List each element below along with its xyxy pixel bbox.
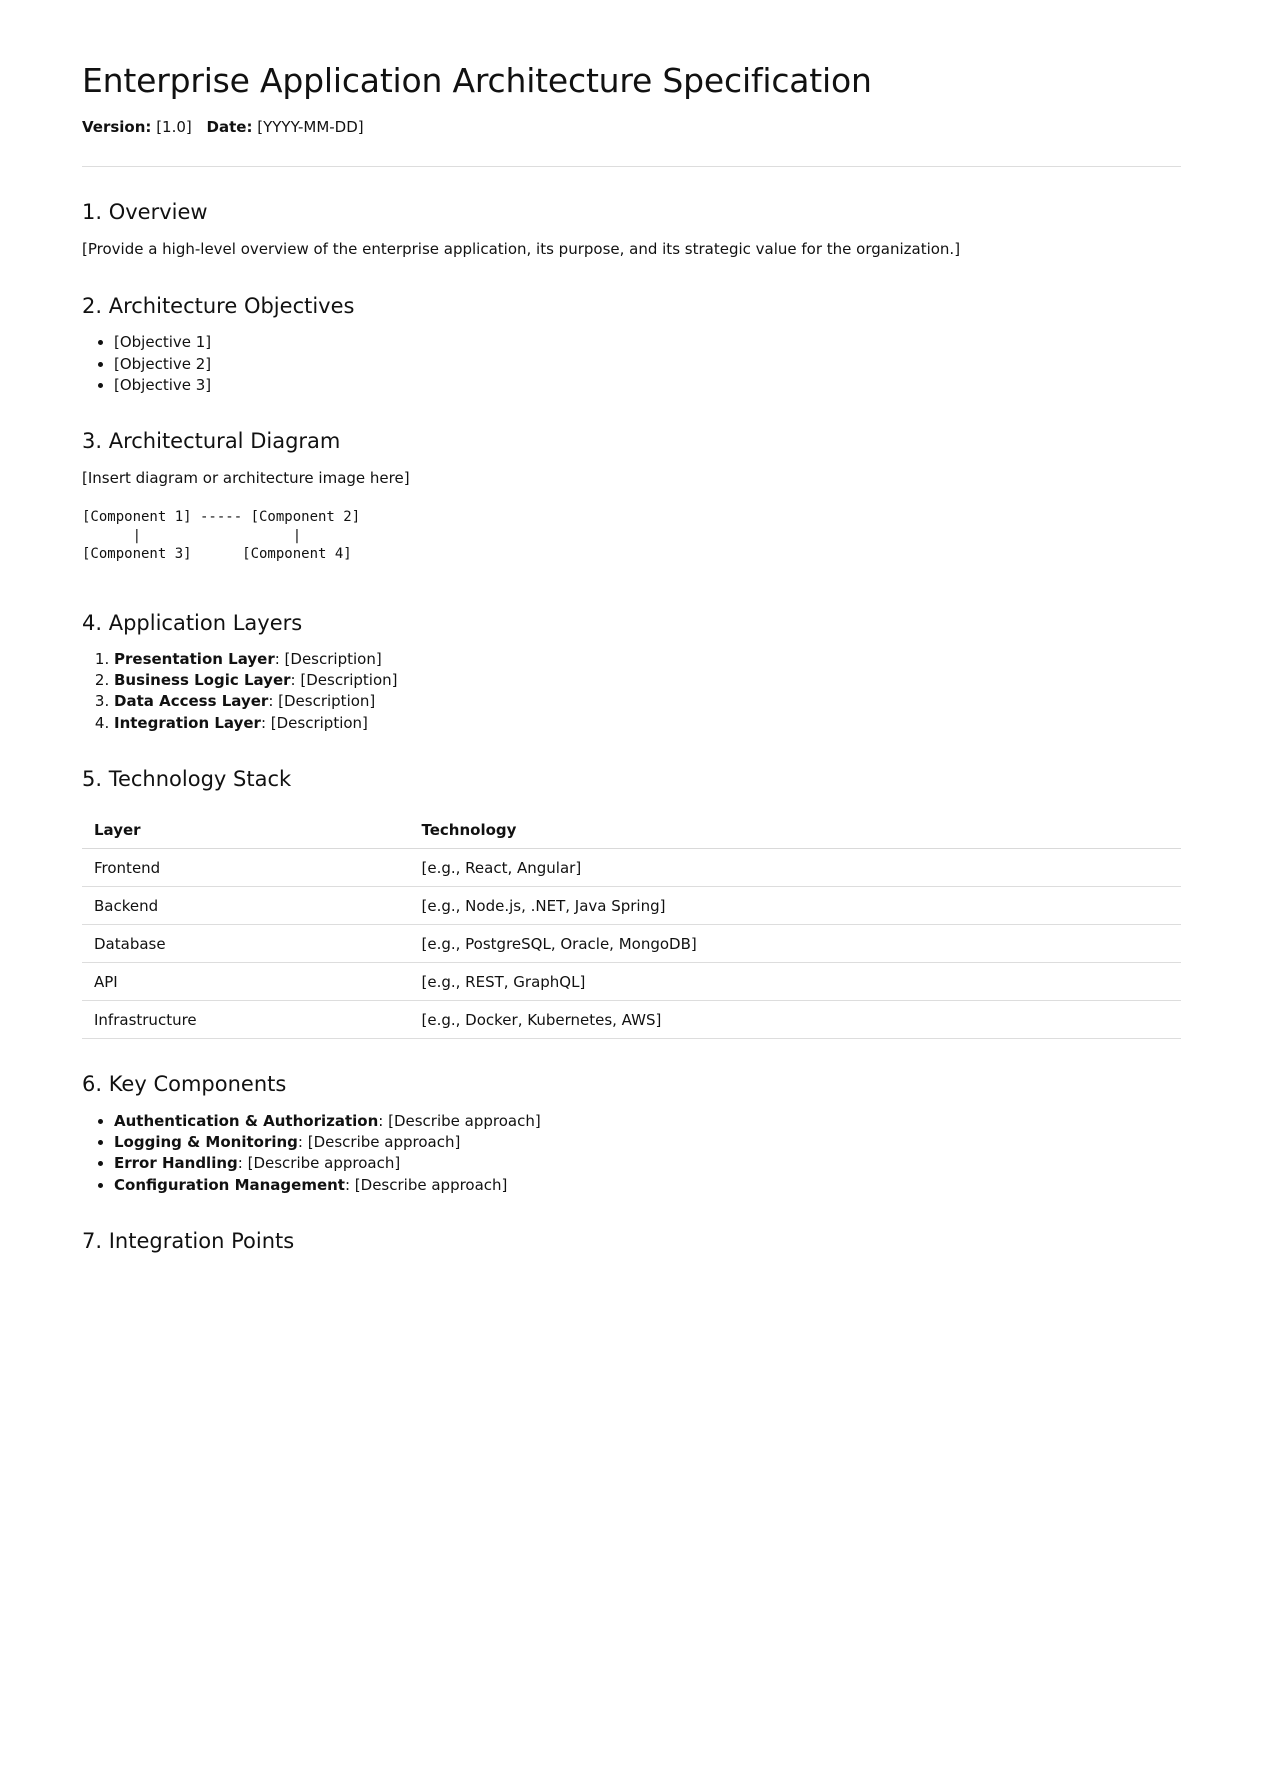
component-item <box>114 1111 1181 1132</box>
technology-cell: [e.g., Node.js, .NET, Java Spring] <box>410 887 1182 925</box>
layer-desc: : [Description] <box>260 713 368 732</box>
component-desc: : [Describe approach] <box>344 1175 508 1194</box>
section-overview <box>82 199 1181 261</box>
component-name: Logging & Monitoring <box>114 1132 298 1151</box>
section-integration-points <box>82 1228 1181 1255</box>
objective-item: • [Objective 3] <box>114 375 1181 396</box>
column-header-technology: Technology <box>410 811 1182 849</box>
layers-list <box>82 649 1181 734</box>
overview-text: [Provide a high-level overview of the enterprise application, its purpose, and its strategic value for the organization.] <box>82 240 961 259</box>
layer-cell: Infrastructure <box>82 1001 410 1039</box>
layers-heading: 4. Application Layers <box>82 610 303 635</box>
section-diagram <box>82 428 1181 563</box>
technology-cell: [e.g., Docker, Kubernetes, AWS] <box>410 1001 1182 1039</box>
date-value: [YYYY-MM-DD] <box>257 117 364 136</box>
layer-name: Presentation Layer <box>114 649 275 668</box>
layer-desc: : [Description] <box>274 649 382 668</box>
key-components-list <box>82 1111 1181 1196</box>
column-header-layer: Layer <box>82 811 410 849</box>
key-components-heading: 6. Key Components <box>82 1072 287 1097</box>
diagram-placeholder: [Insert diagram or architecture image here] <box>82 469 410 488</box>
component-desc: : [Describe approach] <box>378 1111 541 1130</box>
component-desc: : [Describe approach] <box>237 1154 401 1173</box>
layer-name: Integration Layer <box>114 713 261 732</box>
objectives-heading: 2. Architecture Objectives <box>82 293 355 318</box>
table-row <box>82 887 1181 925</box>
doc-meta <box>82 117 1181 138</box>
table-row <box>82 1001 1181 1039</box>
layer-item <box>114 713 1181 734</box>
section-key-components <box>82 1071 1181 1195</box>
layer-cell: Database <box>82 925 410 963</box>
layer-desc: : [Description] <box>290 671 398 690</box>
title-divider <box>82 166 1181 167</box>
component-name: Error Handling <box>114 1154 238 1173</box>
table-row <box>82 925 1181 963</box>
technology-cell: [e.g., REST, GraphQL] <box>410 963 1182 1001</box>
layer-name: Data Access Layer <box>114 692 269 711</box>
layer-item <box>114 649 1181 670</box>
overview-heading: 1. Overview <box>82 199 208 224</box>
technology-cell: [e.g., React, Angular] <box>410 849 1182 887</box>
objective-item: • [Objective 1] <box>114 332 1181 353</box>
page-title: Enterprise Application Architecture Specification <box>82 61 872 100</box>
section-objectives <box>82 293 1181 396</box>
layer-cell: Frontend <box>82 849 410 887</box>
version-value: [1.0] <box>156 117 192 136</box>
technology-cell: [e.g., PostgreSQL, Oracle, MongoDB] <box>410 925 1182 963</box>
table-row <box>82 963 1181 1001</box>
layer-item <box>114 670 1181 691</box>
ascii-diagram: [Component 1] ----- [Component 2] | | [Component 3] [Component 4] <box>82 509 361 563</box>
component-desc: : [Describe approach] <box>297 1132 461 1151</box>
objectives-list <box>82 332 1181 396</box>
layer-item <box>114 691 1181 712</box>
layer-desc: : [Description] <box>268 692 376 711</box>
tech-stack-heading: 5. Technology Stack <box>82 767 292 792</box>
layer-name: Business Logic Layer <box>114 671 291 690</box>
component-item <box>114 1132 1181 1153</box>
tech-stack-table <box>82 811 1181 1039</box>
section-tech-stack <box>82 766 1181 1039</box>
table-row <box>82 849 1181 887</box>
layer-cell: Backend <box>82 887 410 925</box>
component-item <box>114 1175 1181 1196</box>
table-header-row <box>82 811 1181 849</box>
objective-item: • [Objective 2] <box>114 354 1181 375</box>
version-label: Version: <box>82 117 152 136</box>
date-label: Date: <box>206 117 253 136</box>
component-name: Configuration Management <box>114 1175 345 1194</box>
component-item <box>114 1153 1181 1174</box>
integration-points-heading: 7. Integration Points <box>82 1228 295 1253</box>
layer-cell: API <box>82 963 410 1001</box>
diagram-heading: 3. Architectural Diagram <box>82 429 341 454</box>
component-name: Authentication & Authorization <box>114 1111 379 1130</box>
section-layers <box>82 610 1181 734</box>
